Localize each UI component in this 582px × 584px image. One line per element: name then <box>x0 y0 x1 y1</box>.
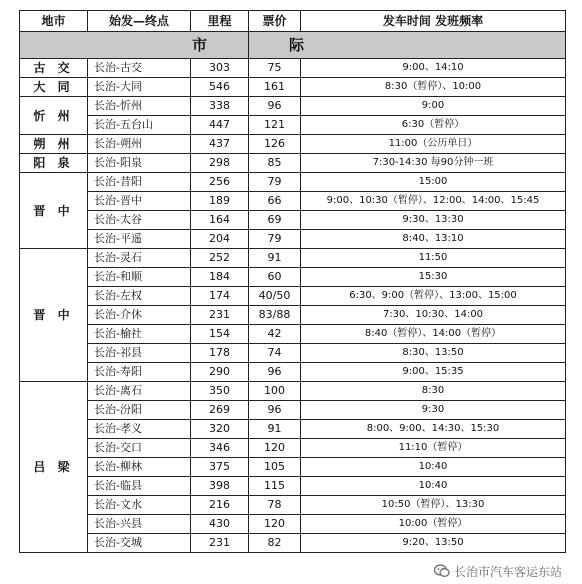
distance-cell: 303 <box>191 59 249 78</box>
banner-left: 市 <box>20 32 249 59</box>
distance-cell: 350 <box>191 382 249 401</box>
schedule-cell: 9:00、15:35 <box>301 363 566 382</box>
table-row <box>20 154 566 173</box>
route-cell: 长治-孝义 <box>88 420 191 439</box>
route-cell: 长治-临县 <box>88 477 191 496</box>
distance-cell: 252 <box>191 249 249 268</box>
fare-cell: 91 <box>249 420 301 439</box>
distance-cell: 346 <box>191 439 249 458</box>
schedule-cell: 7:30-14:30 每90分钟一班 <box>301 154 566 173</box>
table-row <box>20 496 566 515</box>
table-header <box>20 11 566 32</box>
table-row <box>20 230 566 249</box>
schedule-cell: 10:40 <box>301 477 566 496</box>
distance-cell: 164 <box>191 211 249 230</box>
city-cell: 古 交 <box>20 59 88 78</box>
schedule-cell: 10:50（暂停）、13:30 <box>301 496 566 515</box>
header-route: 始发—终点 <box>88 11 191 32</box>
schedule-cell: 8:30 <box>301 382 566 401</box>
route-cell: 长治-祁县 <box>88 344 191 363</box>
distance-cell: 298 <box>191 154 249 173</box>
distance-cell: 430 <box>191 515 249 534</box>
route-cell: 长治-柳林 <box>88 458 191 477</box>
distance-cell: 204 <box>191 230 249 249</box>
table-row <box>20 135 566 154</box>
route-cell: 长治-忻州 <box>88 97 191 116</box>
fare-cell: 79 <box>249 230 301 249</box>
schedule-cell: 9:20、13:50 <box>301 534 566 553</box>
route-cell: 长治-晋中 <box>88 192 191 211</box>
table-row <box>20 287 566 306</box>
route-cell: 长治-兴县 <box>88 515 191 534</box>
route-cell: 长治-介休 <box>88 306 191 325</box>
table-row <box>20 116 566 135</box>
banner-right: 际 <box>249 32 566 59</box>
header-city: 地市 <box>20 11 88 32</box>
fare-cell: 75 <box>249 59 301 78</box>
schedule-cell: 10:40 <box>301 458 566 477</box>
schedule-cell: 9:00、10:30（暂停）、12:00、14:00、15:45 <box>301 192 566 211</box>
schedule-cell: 10:00（暂停） <box>301 515 566 534</box>
distance-cell: 174 <box>191 287 249 306</box>
route-cell: 长治-昔阳 <box>88 173 191 192</box>
watermark-text: 长治市汽车客运东站 <box>453 564 562 579</box>
route-cell: 长治-平遥 <box>88 230 191 249</box>
table-row <box>20 173 566 192</box>
route-cell: 长治-和顺 <box>88 268 191 287</box>
distance-cell: 231 <box>191 306 249 325</box>
header-row <box>20 11 566 32</box>
table-row <box>20 211 566 230</box>
fare-cell: 105 <box>249 458 301 477</box>
watermark <box>434 562 562 580</box>
route-cell: 长治-榆社 <box>88 325 191 344</box>
fare-cell: 120 <box>249 515 301 534</box>
table-row <box>20 344 566 363</box>
route-cell: 长治-大同 <box>88 78 191 97</box>
fare-cell: 74 <box>249 344 301 363</box>
route-cell: 长治-文水 <box>88 496 191 515</box>
schedule-cell: 9:00、14:10 <box>301 59 566 78</box>
table-row <box>20 249 566 268</box>
distance-cell: 338 <box>191 97 249 116</box>
schedule-cell: 8:40、13:10 <box>301 230 566 249</box>
table-row <box>20 439 566 458</box>
route-cell: 长治-阳泉 <box>88 154 191 173</box>
fare-cell: 126 <box>249 135 301 154</box>
schedule-cell: 11:00（公历单日） <box>301 135 566 154</box>
fare-cell: 42 <box>249 325 301 344</box>
schedule-cell: 11:10（暂停） <box>301 439 566 458</box>
table-row <box>20 420 566 439</box>
fare-cell: 115 <box>249 477 301 496</box>
table-row <box>20 192 566 211</box>
header-distance: 里程 <box>191 11 249 32</box>
distance-cell: 269 <box>191 401 249 420</box>
table-row <box>20 268 566 287</box>
distance-cell: 256 <box>191 173 249 192</box>
route-cell: 长治-古交 <box>88 59 191 78</box>
banner-section <box>20 32 566 59</box>
route-cell: 长治-朔州 <box>88 135 191 154</box>
schedule-cell: 7:30、10:30、14:00 <box>301 306 566 325</box>
fare-cell: 60 <box>249 268 301 287</box>
schedule-cell: 9:30 <box>301 401 566 420</box>
table-row <box>20 363 566 382</box>
distance-cell: 437 <box>191 135 249 154</box>
fare-cell: 100 <box>249 382 301 401</box>
bus-schedule-table <box>19 10 566 553</box>
route-cell: 长治-寿阳 <box>88 363 191 382</box>
fare-cell: 96 <box>249 401 301 420</box>
wechat-icon <box>434 564 450 578</box>
banner-row <box>20 32 566 59</box>
table-body <box>20 59 566 553</box>
table-row <box>20 458 566 477</box>
distance-cell: 546 <box>191 78 249 97</box>
schedule-cell: 15:00 <box>301 173 566 192</box>
distance-cell: 184 <box>191 268 249 287</box>
route-cell: 长治-交口 <box>88 439 191 458</box>
fare-cell: 66 <box>249 192 301 211</box>
table-row <box>20 97 566 116</box>
city-cell: 晋 中 <box>20 249 88 382</box>
table-row <box>20 515 566 534</box>
fare-cell: 78 <box>249 496 301 515</box>
fare-cell: 96 <box>249 363 301 382</box>
city-cell: 阳 泉 <box>20 154 88 173</box>
fare-cell: 85 <box>249 154 301 173</box>
route-cell: 长治-离石 <box>88 382 191 401</box>
schedule-cell: 9:00 <box>301 97 566 116</box>
fare-cell: 96 <box>249 97 301 116</box>
fare-cell: 161 <box>249 78 301 97</box>
schedule-cell: 15:30 <box>301 268 566 287</box>
table-row <box>20 477 566 496</box>
city-cell: 大 同 <box>20 78 88 97</box>
table-row <box>20 325 566 344</box>
fare-cell: 91 <box>249 249 301 268</box>
table-row <box>20 59 566 78</box>
header-fare: 票价 <box>249 11 301 32</box>
fare-cell: 121 <box>249 116 301 135</box>
city-cell: 晋 中 <box>20 173 88 249</box>
fare-cell: 40/50 <box>249 287 301 306</box>
route-cell: 长治-交城 <box>88 534 191 553</box>
header-schedule: 发车时间 发班频率 <box>301 11 566 32</box>
fare-cell: 83/88 <box>249 306 301 325</box>
distance-cell: 375 <box>191 458 249 477</box>
distance-cell: 398 <box>191 477 249 496</box>
schedule-cell: 9:30、13:30 <box>301 211 566 230</box>
table-row <box>20 306 566 325</box>
distance-cell: 447 <box>191 116 249 135</box>
table-row <box>20 78 566 97</box>
table-row <box>20 401 566 420</box>
schedule-cell: 11:50 <box>301 249 566 268</box>
route-cell: 长治-灵石 <box>88 249 191 268</box>
table-row <box>20 382 566 401</box>
schedule-cell: 8:30、13:50 <box>301 344 566 363</box>
distance-cell: 178 <box>191 344 249 363</box>
distance-cell: 290 <box>191 363 249 382</box>
route-cell: 长治-五台山 <box>88 116 191 135</box>
distance-cell: 216 <box>191 496 249 515</box>
distance-cell: 154 <box>191 325 249 344</box>
city-cell: 朔 州 <box>20 135 88 154</box>
route-cell: 长治-左权 <box>88 287 191 306</box>
schedule-cell: 6:30、9:00（暂停）、13:00、15:00 <box>301 287 566 306</box>
schedule-sheet <box>19 10 565 553</box>
distance-cell: 189 <box>191 192 249 211</box>
table-row <box>20 534 566 553</box>
route-cell: 长治-太谷 <box>88 211 191 230</box>
route-cell: 长治-汾阳 <box>88 401 191 420</box>
distance-cell: 231 <box>191 534 249 553</box>
distance-cell: 320 <box>191 420 249 439</box>
city-cell: 忻 州 <box>20 97 88 135</box>
fare-cell: 120 <box>249 439 301 458</box>
schedule-cell: 8:40（暂停）、14:00（暂停） <box>301 325 566 344</box>
schedule-cell: 8:30（暂停）、10:00 <box>301 78 566 97</box>
fare-cell: 79 <box>249 173 301 192</box>
city-cell: 吕 梁 <box>20 382 88 553</box>
schedule-cell: 8:00、9:00、14:30、15:30 <box>301 420 566 439</box>
fare-cell: 82 <box>249 534 301 553</box>
schedule-cell: 6:30（暂停） <box>301 116 566 135</box>
fare-cell: 69 <box>249 211 301 230</box>
